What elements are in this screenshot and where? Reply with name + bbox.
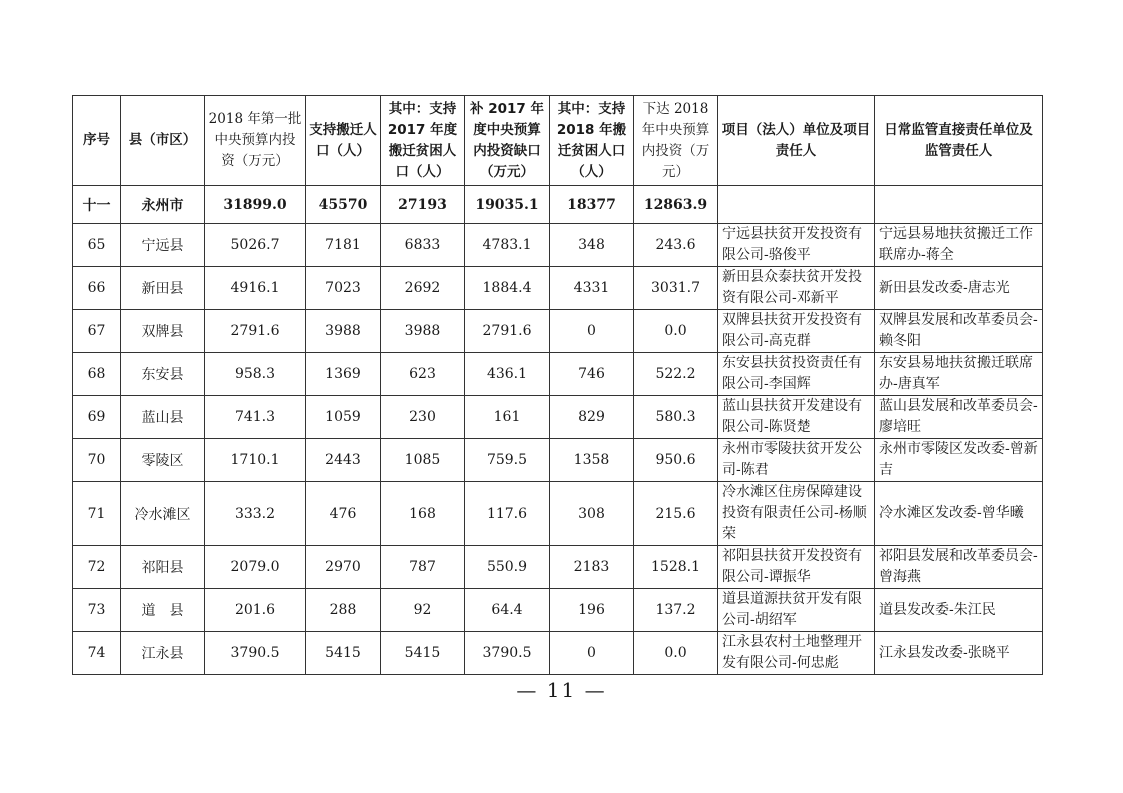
table-row bbox=[73, 267, 1043, 310]
cell-pop2018: 18377 bbox=[550, 186, 634, 224]
header-invest: 2018 年第一批中央预算内投资（万元） bbox=[205, 96, 306, 186]
table-row bbox=[73, 482, 1043, 546]
cell-gap2017: 550.9 bbox=[465, 546, 550, 589]
cell-invest2018: 243.6 bbox=[634, 224, 718, 267]
cell-county: 新田县 bbox=[121, 267, 205, 310]
cell-county: 祁阳县 bbox=[121, 546, 205, 589]
cell-no: 69 bbox=[73, 396, 121, 439]
total-row bbox=[73, 186, 1043, 224]
cell-invest: 201.6 bbox=[205, 589, 306, 632]
cell-invest: 2791.6 bbox=[205, 310, 306, 353]
cell-invest: 333.2 bbox=[205, 482, 306, 546]
cell-gap2017: 4783.1 bbox=[465, 224, 550, 267]
cell-invest2018: 950.6 bbox=[634, 439, 718, 482]
cell-county: 双牌县 bbox=[121, 310, 205, 353]
cell-pop: 45570 bbox=[306, 186, 381, 224]
cell-county: 道 县 bbox=[121, 589, 205, 632]
cell-supervisor: 江永县发改委-张晓平 bbox=[875, 632, 1043, 675]
cell-invest2018: 0.0 bbox=[634, 310, 718, 353]
cell-pop2018: 2183 bbox=[550, 546, 634, 589]
cell-supervisor: 冷水滩区发改委-曾华曦 bbox=[875, 482, 1043, 546]
header-pop2018: 其中：支持2018 年搬迁贫困人口（人） bbox=[550, 96, 634, 186]
cell-pop: 2443 bbox=[306, 439, 381, 482]
table-row bbox=[73, 546, 1043, 589]
cell-supervisor: 新田县发改委-唐志光 bbox=[875, 267, 1043, 310]
header-county: 县（市区） bbox=[121, 96, 205, 186]
cell-pop: 7181 bbox=[306, 224, 381, 267]
header-supervisor: 日常监管直接责任单位及监管责任人 bbox=[875, 96, 1043, 186]
cell-pop2018: 829 bbox=[550, 396, 634, 439]
cell-pop: 288 bbox=[306, 589, 381, 632]
header-row bbox=[73, 96, 1043, 186]
cell-unit: 江永县农村土地整理开发有限公司-何忠彪 bbox=[718, 632, 875, 675]
cell-invest: 1710.1 bbox=[205, 439, 306, 482]
table-row bbox=[73, 439, 1043, 482]
cell-gap2017: 161 bbox=[465, 396, 550, 439]
cell-supervisor bbox=[875, 186, 1043, 224]
cell-unit: 冷水滩区住房保障建设投资有限责任公司-杨顺荣 bbox=[718, 482, 875, 546]
header-no: 序号 bbox=[73, 96, 121, 186]
cell-invest2018: 12863.9 bbox=[634, 186, 718, 224]
table-row bbox=[73, 310, 1043, 353]
cell-pop2017: 3988 bbox=[381, 310, 465, 353]
cell-no: 十一 bbox=[73, 186, 121, 224]
cell-gap2017: 117.6 bbox=[465, 482, 550, 546]
cell-no: 66 bbox=[73, 267, 121, 310]
cell-pop2017: 92 bbox=[381, 589, 465, 632]
cell-gap2017: 1884.4 bbox=[465, 267, 550, 310]
cell-invest2018: 215.6 bbox=[634, 482, 718, 546]
cell-gap2017: 64.4 bbox=[465, 589, 550, 632]
cell-no: 72 bbox=[73, 546, 121, 589]
cell-invest2018: 580.3 bbox=[634, 396, 718, 439]
header-invest2018: 下达 2018 年中央预算内投资（万元） bbox=[634, 96, 718, 186]
cell-pop: 1059 bbox=[306, 396, 381, 439]
cell-invest2018: 0.0 bbox=[634, 632, 718, 675]
cell-pop: 3988 bbox=[306, 310, 381, 353]
cell-county: 江永县 bbox=[121, 632, 205, 675]
cell-county: 蓝山县 bbox=[121, 396, 205, 439]
cell-invest2018: 3031.7 bbox=[634, 267, 718, 310]
cell-no: 74 bbox=[73, 632, 121, 675]
cell-county: 冷水滩区 bbox=[121, 482, 205, 546]
cell-gap2017: 2791.6 bbox=[465, 310, 550, 353]
cell-invest2018: 137.2 bbox=[634, 589, 718, 632]
cell-county: 东安县 bbox=[121, 353, 205, 396]
cell-no: 70 bbox=[73, 439, 121, 482]
cell-gap2017: 436.1 bbox=[465, 353, 550, 396]
cell-invest: 31899.0 bbox=[205, 186, 306, 224]
cell-supervisor: 双牌县发展和改革委员会-赖冬阳 bbox=[875, 310, 1043, 353]
cell-invest: 5026.7 bbox=[205, 224, 306, 267]
cell-county: 宁远县 bbox=[121, 224, 205, 267]
cell-supervisor: 永州市零陵区发改委-曾新吉 bbox=[875, 439, 1043, 482]
cell-no: 68 bbox=[73, 353, 121, 396]
table-row bbox=[73, 224, 1043, 267]
cell-supervisor: 道县发改委-朱江民 bbox=[875, 589, 1043, 632]
header-pop2017: 其中：支持2017 年度搬迁贫困人口（人） bbox=[381, 96, 465, 186]
cell-pop2017: 230 bbox=[381, 396, 465, 439]
cell-invest2018: 522.2 bbox=[634, 353, 718, 396]
cell-pop: 476 bbox=[306, 482, 381, 546]
header-gap2017: 补 2017 年度中央预算内投资缺口（万元） bbox=[465, 96, 550, 186]
cell-pop2017: 623 bbox=[381, 353, 465, 396]
header-unit: 项目（法人）单位及项目责任人 bbox=[718, 96, 875, 186]
header-pop: 支持搬迁人口（人） bbox=[306, 96, 381, 186]
cell-unit: 道县道源扶贫开发有限公司-胡绍军 bbox=[718, 589, 875, 632]
allocation-table bbox=[72, 95, 1043, 675]
cell-invest: 4916.1 bbox=[205, 267, 306, 310]
cell-pop2018: 308 bbox=[550, 482, 634, 546]
cell-pop2017: 27193 bbox=[381, 186, 465, 224]
cell-invest: 741.3 bbox=[205, 396, 306, 439]
cell-unit: 新田县众泰扶贫开发投资有限公司-邓新平 bbox=[718, 267, 875, 310]
cell-unit: 宁远县扶贫开发投资有限公司-骆俊平 bbox=[718, 224, 875, 267]
table-row bbox=[73, 632, 1043, 675]
cell-pop2017: 5415 bbox=[381, 632, 465, 675]
cell-unit: 东安县扶贫投资责任有限公司-李国辉 bbox=[718, 353, 875, 396]
cell-pop2017: 787 bbox=[381, 546, 465, 589]
cell-supervisor: 蓝山县发展和改革委员会-廖培旺 bbox=[875, 396, 1043, 439]
cell-no: 67 bbox=[73, 310, 121, 353]
cell-gap2017: 3790.5 bbox=[465, 632, 550, 675]
cell-gap2017: 759.5 bbox=[465, 439, 550, 482]
cell-county: 零陵区 bbox=[121, 439, 205, 482]
cell-pop2017: 2692 bbox=[381, 267, 465, 310]
cell-unit bbox=[718, 186, 875, 224]
cell-supervisor: 东安县易地扶贫搬迁联席办-唐真军 bbox=[875, 353, 1043, 396]
cell-supervisor: 祁阳县发展和改革委员会-曾海燕 bbox=[875, 546, 1043, 589]
cell-pop: 1369 bbox=[306, 353, 381, 396]
cell-pop2017: 168 bbox=[381, 482, 465, 546]
table-row bbox=[73, 589, 1043, 632]
cell-no: 65 bbox=[73, 224, 121, 267]
cell-unit: 双牌县扶贫开发投资有限公司-高克群 bbox=[718, 310, 875, 353]
cell-pop: 2970 bbox=[306, 546, 381, 589]
cell-unit: 祁阳县扶贫开发投资有限公司-谭振华 bbox=[718, 546, 875, 589]
cell-pop2018: 348 bbox=[550, 224, 634, 267]
cell-supervisor: 宁远县易地扶贫搬迁工作联席办-蒋全 bbox=[875, 224, 1043, 267]
cell-pop2018: 1358 bbox=[550, 439, 634, 482]
cell-pop2018: 746 bbox=[550, 353, 634, 396]
cell-pop: 7023 bbox=[306, 267, 381, 310]
cell-unit: 蓝山县扶贫开发建设有限公司-陈贤楚 bbox=[718, 396, 875, 439]
cell-pop2018: 196 bbox=[550, 589, 634, 632]
cell-pop2018: 4331 bbox=[550, 267, 634, 310]
cell-county: 永州市 bbox=[121, 186, 205, 224]
cell-pop: 5415 bbox=[306, 632, 381, 675]
cell-no: 73 bbox=[73, 589, 121, 632]
cell-pop2017: 6833 bbox=[381, 224, 465, 267]
cell-pop2018: 0 bbox=[550, 310, 634, 353]
table-row bbox=[73, 353, 1043, 396]
cell-invest2018: 1528.1 bbox=[634, 546, 718, 589]
cell-invest: 2079.0 bbox=[205, 546, 306, 589]
cell-pop2018: 0 bbox=[550, 632, 634, 675]
cell-pop2017: 1085 bbox=[381, 439, 465, 482]
cell-invest: 958.3 bbox=[205, 353, 306, 396]
cell-no: 71 bbox=[73, 482, 121, 546]
cell-invest: 3790.5 bbox=[205, 632, 306, 675]
table-row bbox=[73, 396, 1043, 439]
cell-gap2017: 19035.1 bbox=[465, 186, 550, 224]
page-number: — 11 — bbox=[516, 678, 607, 702]
cell-unit: 永州市零陵扶贫开发公司-陈君 bbox=[718, 439, 875, 482]
